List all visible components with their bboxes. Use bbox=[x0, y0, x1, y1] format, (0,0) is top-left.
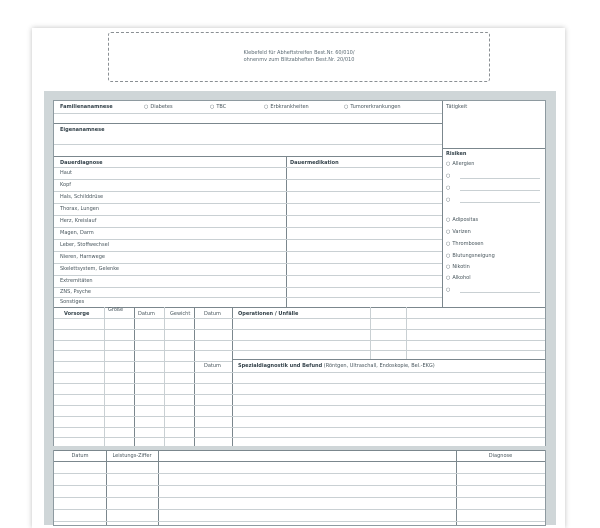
diagnose-row-magen: Magen, Darm bbox=[60, 230, 94, 236]
vorsorge-section-divider bbox=[54, 307, 545, 308]
diagnose-line bbox=[54, 191, 442, 192]
familienanamnese-divider bbox=[54, 123, 442, 124]
diagnose-row-kopf: Kopf bbox=[60, 182, 72, 188]
risiko-blank-4[interactable] bbox=[446, 287, 452, 293]
diagnose-row-skelett: Skelettsystem, Gelenke bbox=[60, 266, 119, 272]
diagnose-row-thorax: Thorax, Lungen bbox=[60, 206, 99, 212]
spezialdiagnostik-title: Spezialdiagnostik und Befund bbox=[238, 363, 323, 369]
section-line bbox=[54, 329, 545, 330]
section-line bbox=[54, 318, 545, 319]
section-line bbox=[54, 340, 545, 341]
risiko-blank-line[interactable] bbox=[460, 202, 540, 203]
risiko-blutungsneigung[interactable]: ○ Blutungsneigung bbox=[446, 253, 495, 259]
sticker-field-line-1: Klebefeld für Abheftstreifen Best.Nr. 60/010/ bbox=[243, 50, 355, 56]
leistungen-line bbox=[54, 497, 545, 498]
diagnose-line bbox=[54, 263, 442, 264]
risiko-nikotin[interactable]: ○ Nikotin bbox=[446, 264, 470, 270]
leistungen-header-divider bbox=[54, 461, 545, 462]
dauermedikation-label: Dauermedikation bbox=[290, 160, 339, 166]
vorsorge-col-line bbox=[164, 307, 165, 446]
right-column-divider bbox=[442, 101, 443, 307]
diagnose-row-zns: ZNS, Psyche bbox=[60, 289, 92, 295]
section-line bbox=[54, 437, 545, 438]
gewicht-label: Gewicht bbox=[170, 311, 191, 317]
option-erbkrankheiten[interactable]: ○ Erbkrankheiten bbox=[264, 104, 309, 110]
risiko-allergien[interactable]: ○ Allergien bbox=[446, 161, 474, 167]
sticker-field-line-2: ohnenmv zum Blitzabheften Best.Nr. 20/010 bbox=[243, 57, 355, 63]
risiken-label: Risiken bbox=[446, 151, 467, 157]
eigenanamnese-divider bbox=[54, 156, 442, 157]
risiko-blank-line[interactable] bbox=[460, 178, 540, 179]
section-line bbox=[54, 416, 545, 417]
risiko-blank-3[interactable] bbox=[446, 197, 452, 203]
diagnose-row-sonstiges: Sonstiges bbox=[60, 299, 85, 305]
leistungen-line bbox=[54, 509, 545, 510]
risiko-varizen[interactable]: ○ Varizen bbox=[446, 229, 471, 235]
diagnose-line bbox=[54, 275, 442, 276]
eigenanamnese-line bbox=[54, 144, 442, 145]
leistungen-line bbox=[54, 473, 545, 474]
leistungs-ziffer-label: Leistungs-Ziffer bbox=[112, 453, 152, 459]
sticker-field bbox=[108, 32, 490, 82]
section-line bbox=[54, 372, 545, 373]
risiko-blank-line[interactable] bbox=[460, 292, 540, 293]
section-line bbox=[54, 383, 545, 384]
risiko-adipositas[interactable]: ○ Adipositas bbox=[446, 217, 478, 223]
risiko-alkohol[interactable]: ○ Alkohol bbox=[446, 275, 471, 281]
spezialdiagnostik-divider bbox=[232, 359, 545, 360]
leistungen-datum-label: Datum bbox=[71, 453, 89, 459]
familienanamnese-label: Familienanamnese bbox=[60, 104, 113, 110]
datum-col-divider bbox=[232, 307, 233, 446]
section-line bbox=[54, 405, 545, 406]
patient-record-form bbox=[54, 101, 545, 525]
diagnose-line bbox=[54, 203, 442, 204]
diagnose-line bbox=[54, 297, 442, 298]
option-tumorerkrankungen[interactable]: ○ Tumorerkrankungen bbox=[344, 104, 401, 110]
vorsorge-line bbox=[54, 361, 232, 362]
diagnose-line bbox=[54, 179, 442, 180]
spezialdiagnostik-subtitle: (Röntgen, Ultraschall, Endoskopie, Bel.-EKG) bbox=[323, 363, 435, 369]
vorsorge-right-divider bbox=[194, 307, 195, 446]
dauerdiagnose-label: Dauerdiagnose bbox=[60, 160, 103, 166]
vorsorge-col-line bbox=[104, 307, 105, 446]
option-diabetes[interactable]: ○ Diabetes bbox=[144, 104, 173, 110]
operationen-datum-label: Datum bbox=[204, 311, 221, 317]
operationen-col-line bbox=[370, 307, 371, 359]
diagnose-label: Diagnose bbox=[488, 453, 513, 459]
vorsorge-label: Vorsorge bbox=[64, 311, 90, 317]
diagnose-line bbox=[54, 227, 442, 228]
diagnose-line bbox=[54, 215, 442, 216]
leistungen-line bbox=[54, 521, 545, 522]
section-line bbox=[54, 350, 545, 351]
diagnose-row-herz: Herz, Kreislauf bbox=[60, 218, 97, 224]
groesse-label: Größe bbox=[108, 307, 124, 313]
familienanamnese-line bbox=[54, 113, 442, 114]
diagnose-row-leber: Leber, Stoffwechsel bbox=[60, 242, 110, 248]
diagnose-row-haut: Haut bbox=[60, 170, 72, 176]
section-line bbox=[54, 427, 545, 428]
diagnose-line bbox=[54, 287, 442, 288]
eigenanamnese-label: Eigenanamnese bbox=[60, 127, 105, 133]
leistungen-top-border bbox=[54, 450, 545, 451]
diagnose-row-extremitaeten: Extremitäten bbox=[60, 278, 93, 284]
operationen-title: Operationen / Unfälle bbox=[238, 311, 299, 317]
risiko-blank-2[interactable] bbox=[446, 185, 452, 191]
risiko-blank-line[interactable] bbox=[460, 190, 540, 191]
taetigkeit-label: Tätigkeit bbox=[446, 104, 468, 110]
option-tbc[interactable]: ○ TBC bbox=[210, 104, 226, 110]
diagnose-line bbox=[54, 251, 442, 252]
spezialdiagnostik-datum-label: Datum bbox=[204, 363, 221, 369]
leistungen-line bbox=[54, 485, 545, 486]
taetigkeit-divider bbox=[442, 148, 545, 149]
risiko-thrombosen[interactable]: ○ Thrombosen bbox=[446, 241, 484, 247]
vorsorge-col-line bbox=[134, 307, 135, 446]
risiko-blank-1[interactable] bbox=[446, 173, 452, 179]
diagnose-row-nieren: Nieren, Harnwege bbox=[60, 254, 105, 260]
operationen-col-line bbox=[406, 307, 407, 359]
vorsorge-datum-label: Datum bbox=[138, 311, 155, 317]
diagnose-line bbox=[54, 239, 442, 240]
diagnose-line bbox=[54, 167, 442, 168]
spezialdiagnostik-heading bbox=[238, 363, 435, 369]
section-line bbox=[54, 394, 545, 395]
diagnose-row-hals: Hals, Schilddrüse bbox=[60, 194, 104, 200]
